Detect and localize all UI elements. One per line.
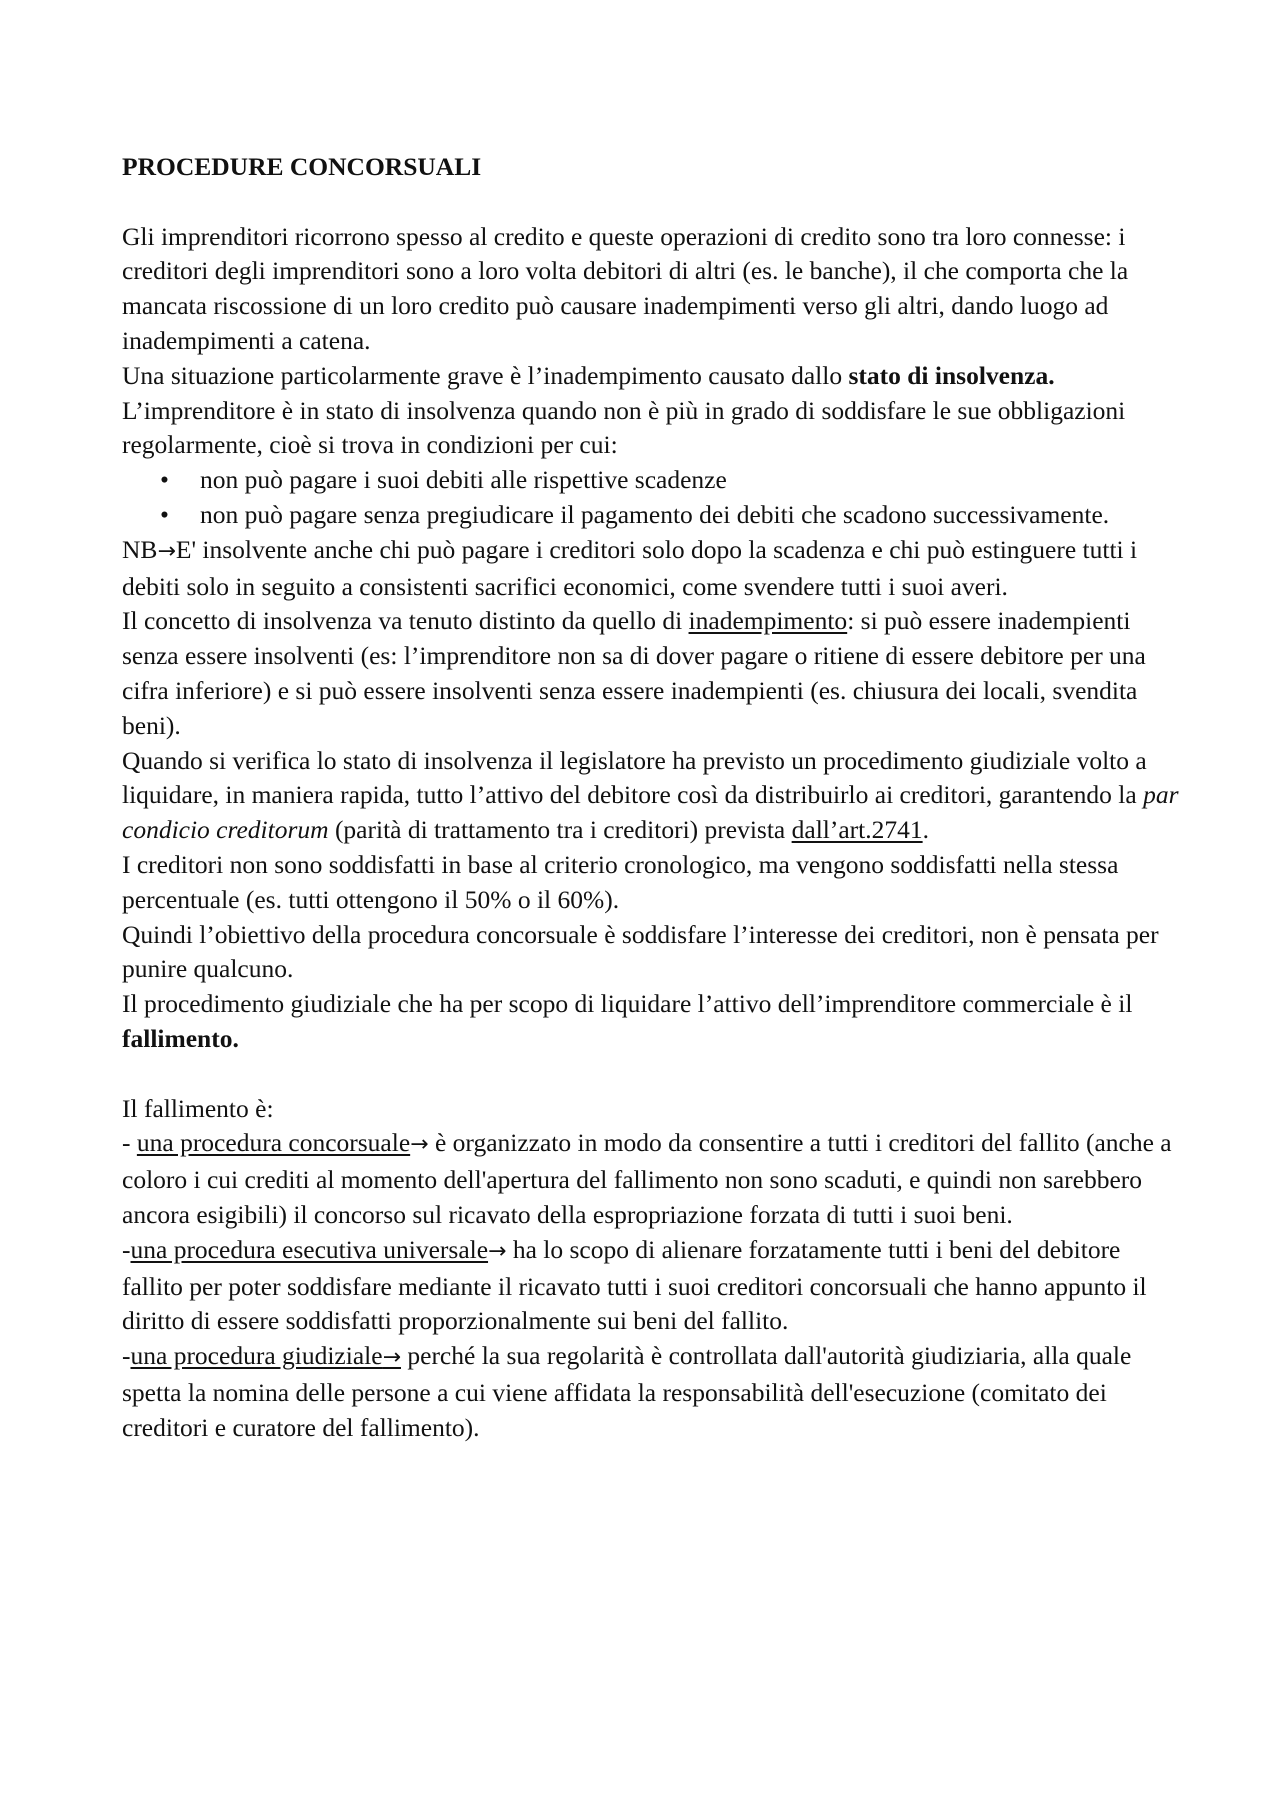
item-prefix: - (122, 1234, 131, 1264)
paragraph-text: : si può essere inadempienti senza essere insolventi (es: l’imprenditore non sa di dover pagare o ritiene di essere debitore per una cifra inferiore) e si può essere insolventi senza essere inadempienti (es. chiusura dei locali, svendita beni). (122, 606, 1146, 740)
document-page (122, 150, 1182, 1445)
paragraph-text: Il procedimento giudiziale che ha per scopo di liquidare l’attivo dell’imprenditore commerciale è il (122, 989, 1133, 1019)
arrow-right-icon: → (157, 538, 176, 564)
nb-text: E' insolvente anche chi può pagare i creditori solo dopo la scadenza e chi può estinguere tutti i debiti solo in seguito a consistenti sacrifici economici, come svendere tutti i suoi averi. (122, 534, 1138, 601)
fallimento-item-concorsuale (122, 1126, 1182, 1232)
arrow-right-icon: → (382, 1345, 401, 1371)
bullet-icon: • (160, 499, 169, 529)
paragraph-insolvency-situation (122, 359, 1182, 394)
paragraph-text: Una situazione particolarmente grave è l’inadempimento causato dallo (122, 360, 849, 390)
list-item-text: non può pagare senza pregiudicare il pagamento dei debiti che scadono successivamente. (200, 499, 1110, 529)
article-reference-link: dall’art.2741 (791, 815, 923, 845)
paragraph-fallimento (122, 987, 1182, 1057)
list-item-text: non può pagare i suoi debiti alle rispettive scadenze (200, 465, 727, 495)
paragraph-creditors-percentage: I creditori non sono soddisfatti in base al criterio cronologico, ma vengono soddisfatti nella stessa percentuale (es. tutti ottengono il 50% o il 60%). (122, 849, 1119, 914)
paragraph-text: (parità di trattamento tra i creditori) prevista (328, 815, 792, 845)
arrow-right-icon: → (488, 1238, 507, 1264)
underlined-term-inadempimento: inadempimento (688, 606, 848, 636)
paragraph-nota-bene (122, 533, 1182, 605)
paragraph-text: Il concetto di insolvenza va tenuto distinto da quello di (122, 606, 689, 636)
paragraph-text: Quando si verifica lo stato di insolvenza il legislatore ha previsto un procedimento giudiziale volto a liquidare, in maniera rapida, tutto l’attivo del debitore così da distribuirlo ai creditori, garantendo la (122, 745, 1147, 810)
paragraph-intro: Gli imprenditori ricorrono spesso al credito e queste operazioni di credito sono tra loro connesse: i creditori degli imprenditori sono a loro volta debitori di altri (es. le banche), il che comporta che la mancata riscossione di un loro credito può causare inadempimenti verso gli altri, dando luogo ad inadempimenti a catena. (122, 221, 1129, 355)
list-item (122, 463, 1182, 498)
paragraph-objective: Quindi l’obiettivo della procedura concorsuale è soddisfare l’interesse dei creditori, non è pensata per punire qualcuno. (122, 919, 1159, 984)
item-text: perché la sua regolarità è controllata dall'autorità giudiziaria, alla quale spetta la nomina delle persone a cui viene affidata la responsabilità dell'esecuzione (comitato dei creditori e curatore del fallimento). (122, 1341, 1132, 1442)
document-title: PROCEDURE CONCORSUALI (122, 152, 482, 181)
nb-label: NB (122, 534, 158, 564)
list-item (122, 498, 1182, 533)
bold-term-fallimento: fallimento. (122, 1023, 239, 1053)
item-prefix: - (122, 1341, 131, 1371)
underlined-term: una procedura giudiziale (130, 1341, 383, 1371)
item-text: ha lo scopo di alienare forzatamente tutti i beni del debitore fallito per poter soddisfare mediante il ricavato tutti i suoi creditori concorsuali che hanno appunto il diritto di essere soddisfatti proporzionalmente sui beni del fallito. (122, 1234, 1147, 1336)
item-text: è organizzato in modo da consentire a tutti i creditori del fallito (anche a coloro i cui crediti al momento dell'apertura del fallimento non sono scaduti, e quindi non sarebbero ancora esigibili) il concorso sul ricavato della espropriazione forzata di tutti i suoi beni. (122, 1128, 1172, 1229)
underlined-term: una procedura concorsuale (136, 1128, 411, 1158)
paragraph-text: . (922, 815, 929, 845)
underlined-term: una procedura esecutiva universale (130, 1234, 489, 1264)
arrow-right-icon: → (410, 1132, 429, 1158)
paragraph-procedure (122, 744, 1182, 848)
paragraph-insolvency-definition: L’imprenditore è in stato di insolvenza quando non è più in grado di soddisfare le sue obbligazioni regolarmente, cioè si trova in condizioni per cui: (122, 395, 1126, 460)
blank-line (122, 1057, 1182, 1092)
item-prefix: - (122, 1128, 137, 1158)
italic-term-par-condicio: par condicio creditorum (122, 780, 1179, 845)
paragraph-insolvency-vs-default (122, 604, 1182, 743)
fallimento-item-esecutiva (122, 1233, 1182, 1339)
bold-term-insolvency: stato di insolvenza. (848, 360, 1055, 390)
paragraph-fallimento-intro: Il fallimento è: (122, 1093, 274, 1123)
fallimento-item-giudiziale (122, 1339, 1182, 1445)
bullet-icon: • (160, 465, 169, 495)
conditions-list (122, 463, 1182, 533)
